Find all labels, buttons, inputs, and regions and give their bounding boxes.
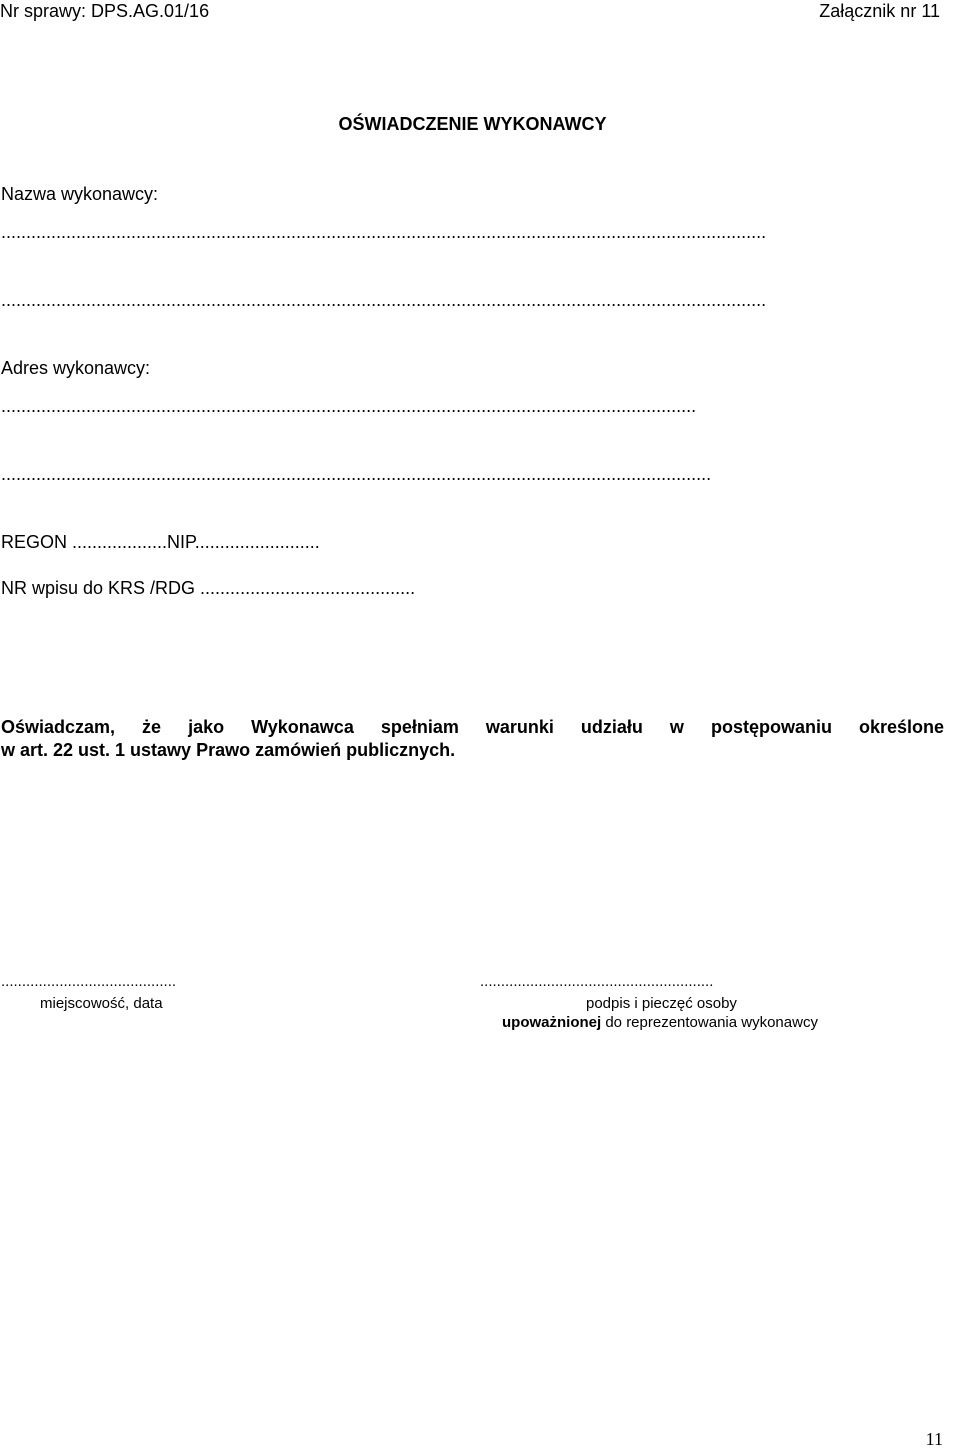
authorized-person-label	[502, 1014, 818, 1031]
signature-dots: ........................................................	[480, 973, 714, 990]
place-date-label: miejscowość, data	[40, 995, 163, 1012]
contractor-name-label: Nazwa wykonawcy:	[1, 184, 159, 204]
authorized-bold: upoważnionej	[502, 1014, 602, 1031]
krs-rdg-field: NR wpisu do KRS /RDG ...........................................	[1, 578, 416, 598]
regon-nip-field: REGON ...................NIP.........................	[1, 532, 320, 552]
authorized-rest: do reprezentowania wykonawcy	[601, 1014, 818, 1031]
declaration-line-2: w art. 22 ust. 1 ustawy Prawo zamówień publicznych.	[1, 740, 456, 760]
contractor-name-line-1: .........................................................................................................................................................	[1, 222, 767, 242]
page-number: 11	[925, 1429, 943, 1449]
declaration-line-1: Oświadczam, że jako Wykonawca spełniam warunki udziału w postępowaniu określone	[1, 717, 944, 737]
contractor-address-line-1: ...........................................................................................................................................	[1, 396, 697, 416]
attachment-label: Załącznik nr 11	[819, 1, 940, 21]
contractor-address-label: Adres wykonawcy:	[1, 358, 151, 378]
declaration-statement	[1, 716, 944, 762]
contractor-address-line-2: ..............................................................................................................................................	[1, 464, 712, 484]
place-date-dots: ..........................................	[1, 973, 177, 990]
document-title: OŚWIADCZENIE WYKONAWCY	[338, 114, 607, 134]
contractor-name-line-2: .........................................................................................................................................................	[1, 290, 767, 310]
signature-label: podpis i pieczęć osoby	[586, 995, 737, 1012]
case-number: Nr sprawy: DPS.AG.01/16	[0, 1, 210, 21]
